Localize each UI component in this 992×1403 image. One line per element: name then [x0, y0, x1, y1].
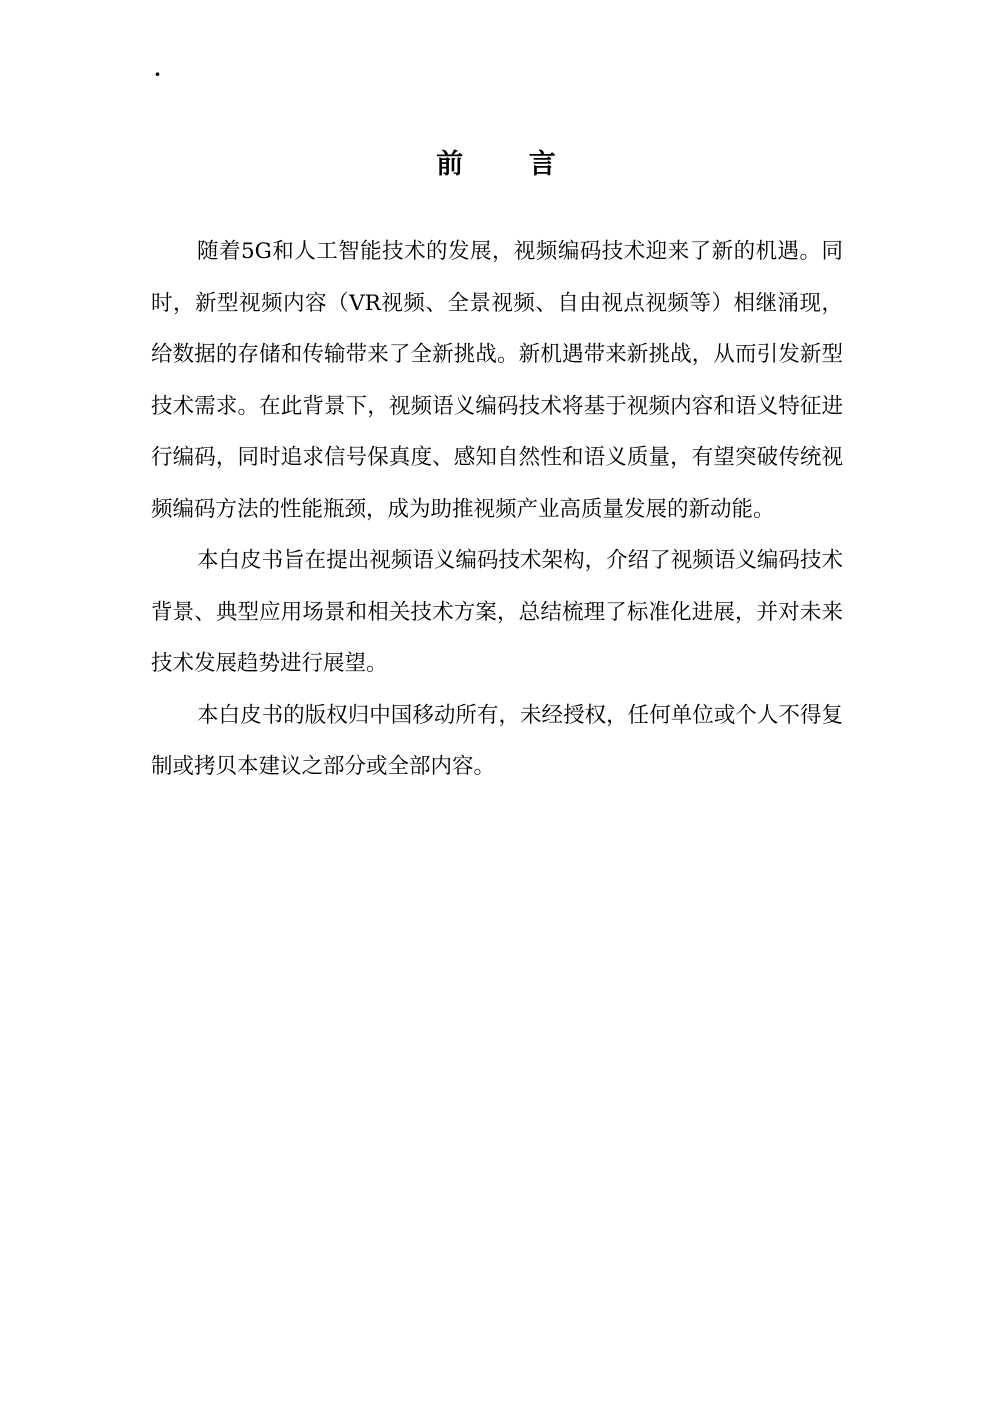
preface-body — [151, 226, 843, 793]
paragraph-purpose: 本白皮书旨在提出视频语义编码技术架构，介绍了视频语义编码技术背景、典型应用场景和相关技术方案，总结梳理了标准化进展，并对未来技术发展趋势进行展望。 — [151, 548, 843, 676]
paragraph-background: 随着5G和人工智能技术的发展，视频编码技术迎来了新的机遇。同时，新型视频内容（VR视频、全景视频、自由视点视频等）相继涌现，给数据的存储和传输带来了全新挑战。新机遇带来新挑战，从而引发新型技术需求。在此背景下，视频语义编码技术将基于视频内容和语义特征进行编码，同时追求信号保真度、感知自然性和语义质量，有望突破传统视频编码方法的性能瓶颈，成为助推视频产业高质量发展的新动能。 — [151, 239, 843, 522]
page-title: 前 言 — [436, 149, 584, 181]
corner-mark: · — [154, 62, 161, 86]
paragraph-copyright: 本白皮书的版权归中国移动所有，未经授权，任何单位或个人不得复制或拷贝本建议之部分或全部内容。 — [151, 702, 843, 779]
